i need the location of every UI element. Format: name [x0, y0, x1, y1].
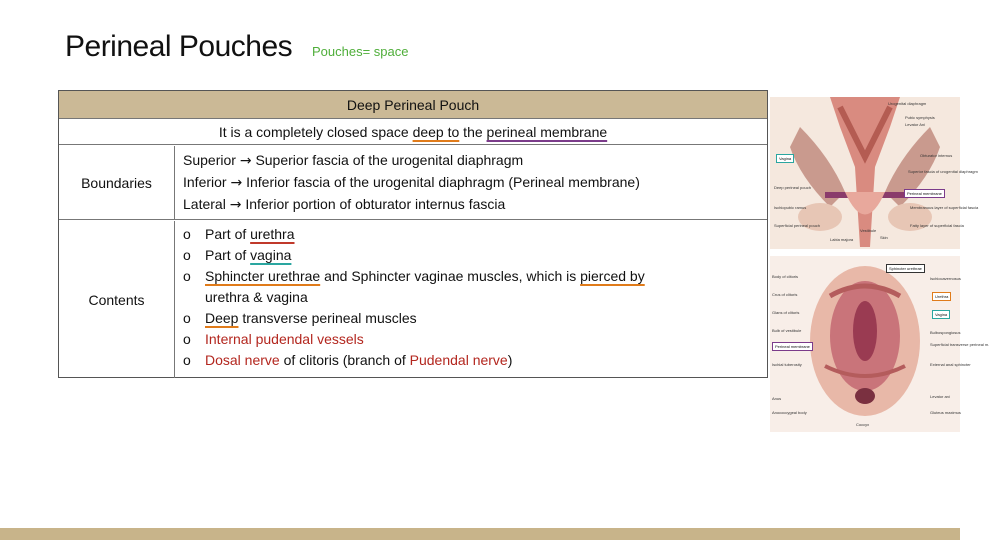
boundaries-label: Boundaries	[59, 146, 175, 220]
boundary-text: fascia	[312, 152, 349, 168]
label-superficial-perineal-pouch: Superficial perineal pouch	[774, 223, 821, 228]
item-text: Sphincter urethrae	[205, 268, 321, 284]
label-vagina-bottom: Vagina	[932, 310, 950, 319]
list-item	[183, 266, 767, 287]
item-text: urethra	[250, 226, 295, 242]
label-perineal-membrane-bottom: Perineal membrane	[772, 342, 813, 351]
item-text: of clitoris (branch of	[279, 352, 410, 368]
intro-pre: It is a completely closed space	[218, 124, 413, 140]
label-superior-fascia: Superior fascia of urogenital diaphragm	[908, 169, 978, 174]
item-text: Deep	[205, 310, 239, 326]
label-fatty-layer: Fatty layer of superficial fascia	[910, 223, 964, 228]
boundary-text: of the urogenital diaphragm	[352, 152, 524, 168]
list-item	[183, 329, 767, 350]
item-text: muscles	[467, 268, 519, 284]
intro-membrane: perineal membrane	[486, 124, 608, 140]
intro-the: the	[459, 124, 487, 140]
boundary-text: fascia	[293, 174, 331, 190]
label-pubic-symphysis: Pubic symphysis	[905, 115, 935, 120]
label-glans-of-clitoris: Glans of clitoris	[772, 310, 800, 315]
item-text: Dosal nerve	[205, 352, 280, 368]
label-body-of-clitoris: Body of clitoris	[772, 274, 799, 279]
label-deep-perineal-pouch: Deep perineal pouch	[774, 185, 811, 190]
boundary-text: obturator internus fascia	[355, 196, 506, 212]
item-text: Pudendal nerve	[409, 352, 508, 368]
boundary-lateral	[183, 194, 767, 216]
list-item	[183, 224, 767, 245]
list-item-continuation: urethra & vagina	[205, 289, 308, 305]
boundary-text: of the urogenital diaphragm (Perineal membrane)	[334, 174, 640, 190]
arrow-icon: →	[229, 197, 242, 213]
label-perineal-membrane: Perineal membrane	[904, 189, 945, 198]
label-crus-of-clitoris: Crus of clitoris	[772, 292, 798, 297]
label-levator-ani: Levator Ani	[905, 122, 926, 127]
label-vagina: Vagina	[776, 154, 794, 163]
label-anococcygeal-body: Anococcygeal body	[772, 410, 807, 415]
boundary-term: Inferior	[183, 174, 227, 190]
label-anus: Anus	[772, 396, 782, 401]
label-bulbospongiosus: Bulbospongiosus	[930, 330, 961, 335]
bullet: o	[183, 226, 191, 242]
slide-subtitle: Pouches= space	[312, 44, 409, 59]
label-obturator-internus: Obturator internus	[920, 153, 953, 158]
table-intro	[59, 119, 767, 145]
bullet: o	[183, 331, 191, 347]
perineum-view-image	[770, 256, 989, 432]
boundary-text: Inferior	[245, 196, 289, 212]
boundaries-cell	[175, 146, 767, 220]
arrow-icon: →	[230, 175, 243, 191]
boundary-text: portion	[292, 196, 336, 212]
boundary-superior	[183, 150, 767, 172]
list-item	[183, 308, 767, 329]
contents-cell	[175, 221, 767, 378]
item-text: )	[507, 352, 513, 368]
label-skin: Skin	[880, 235, 888, 240]
label-membranous-layer: Membranous layer of superficial fascia	[910, 205, 979, 210]
boundary-inferior	[183, 172, 767, 194]
boundary-text: of	[339, 196, 352, 212]
footer-bar	[0, 528, 960, 540]
table-header: Deep Perineal Pouch	[59, 91, 767, 119]
label-ischiopubic-ramus: Ischiopubic ramus	[774, 205, 807, 210]
label-coccyx: Coccyx	[856, 422, 870, 427]
coronal-section-image	[770, 97, 979, 249]
label-urogenital-diaphragm: Urogenital diaphragm	[888, 101, 927, 106]
label-bulb-of-vestibule: Bulb of vestibule	[772, 328, 802, 333]
label-ischiocavernosus: Ischiocavernosus	[930, 276, 961, 281]
boundary-text: Inferior	[246, 174, 290, 190]
item-text: Internal pudendal vessels	[205, 331, 364, 347]
label-labia-majora: Labia majora	[830, 237, 854, 242]
item-text: and Sphincter vaginae	[320, 268, 468, 284]
label-ischial-tuberosity: Ischial tuberosity	[772, 362, 802, 367]
boundary-text: Superior	[255, 152, 309, 168]
label-gluteus-maximus: Gluteus maximus	[930, 410, 961, 415]
item-text: vagina	[250, 247, 292, 263]
boundary-term: Superior	[183, 152, 236, 168]
contents-label: Contents	[59, 221, 175, 378]
label-sphincter-urethrae: Sphincter urethrae	[886, 264, 925, 273]
item-text: Part of	[205, 247, 251, 263]
boundary-term: Lateral	[183, 196, 226, 212]
intro-deep-to: deep to	[412, 124, 460, 140]
bullet: o	[183, 247, 191, 263]
label-levator-ani-bottom: Levator ani	[930, 394, 950, 399]
label-superficial-transverse: Superficial transverse perineal m.	[930, 342, 989, 347]
label-vestibule: Vestibule	[860, 228, 877, 233]
label-urethra: Urethra	[932, 292, 951, 301]
bullet: o	[183, 268, 191, 284]
list-item	[183, 245, 767, 266]
label-external-anal-sphincter: External anal sphincter	[930, 362, 971, 367]
arrow-icon: →	[239, 153, 252, 169]
list-item	[183, 350, 767, 371]
bullet: o	[183, 352, 191, 368]
deep-pouch-table	[58, 90, 768, 378]
item-text: transverse perineal muscles	[238, 310, 417, 326]
slide-title: Perineal Pouches	[65, 30, 293, 63]
item-text: Part of	[205, 226, 251, 242]
bullet: o	[183, 310, 191, 326]
item-text: pierced by	[580, 268, 645, 284]
item-text: , which is	[518, 268, 581, 284]
